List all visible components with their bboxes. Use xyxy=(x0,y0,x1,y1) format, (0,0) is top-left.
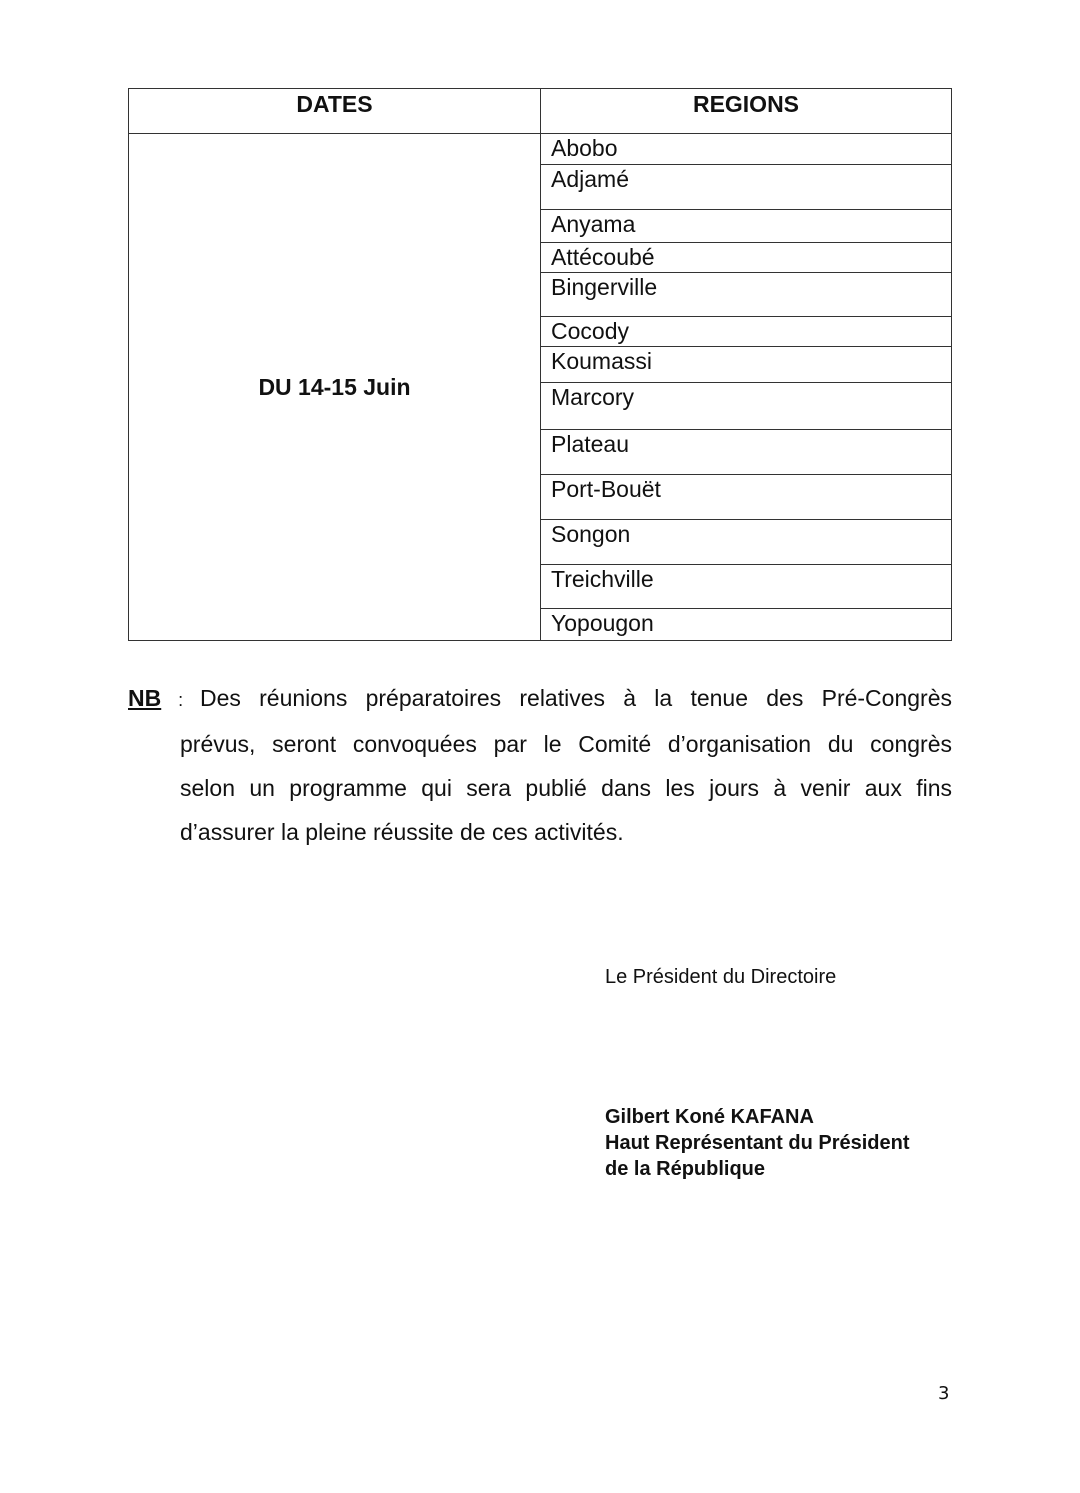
header-regions: REGIONS xyxy=(541,89,952,134)
region-cell: Abobo xyxy=(541,134,952,165)
note-line: prévus, seront convoquées par le Comité d’organisation du congrès xyxy=(180,731,952,757)
signatory-title-line1: Haut Représentant du Président xyxy=(605,1132,910,1154)
region-cell: Yopougon xyxy=(541,609,952,641)
region-cell: Port-Bouët xyxy=(541,475,952,520)
signatory-name: Gilbert Koné KAFANA xyxy=(605,1106,814,1128)
note-line: d’assurer la pleine réussite de ces activités. xyxy=(180,819,624,845)
table-header-row xyxy=(129,89,952,134)
note-line: selon un programme qui sera publié dans les jours à venir aux fins xyxy=(180,775,952,801)
region-cell: Koumassi xyxy=(541,347,952,383)
region-cell: Anyama xyxy=(541,210,952,243)
table-row xyxy=(129,134,952,165)
region-cell: Treichville xyxy=(541,565,952,609)
page-number: 3 xyxy=(938,1383,950,1404)
signatory-title-line2: de la République xyxy=(605,1158,766,1180)
region-cell: Marcory xyxy=(541,383,952,430)
schedule-table xyxy=(128,88,952,641)
note-label: NB xyxy=(128,685,162,711)
region-cell: Bingerville xyxy=(541,273,952,317)
date-cell: DU 14-15 Juin xyxy=(129,134,541,641)
header-dates: DATES xyxy=(129,89,541,134)
region-cell: Plateau xyxy=(541,430,952,475)
note-block xyxy=(128,676,952,854)
region-cell: Adjamé xyxy=(541,165,952,210)
region-cell: Cocody xyxy=(541,317,952,347)
note-text: Des réunions préparatoires relatives à la tenue des Pré-Congrès xyxy=(199,685,952,711)
note-separator: : xyxy=(161,690,200,710)
region-cell: Songon xyxy=(541,520,952,565)
region-cell: Attécoubé xyxy=(541,243,952,273)
note-line xyxy=(128,676,952,722)
signature-block xyxy=(605,1104,910,1182)
signature-role: Le Président du Directoire xyxy=(605,966,837,988)
